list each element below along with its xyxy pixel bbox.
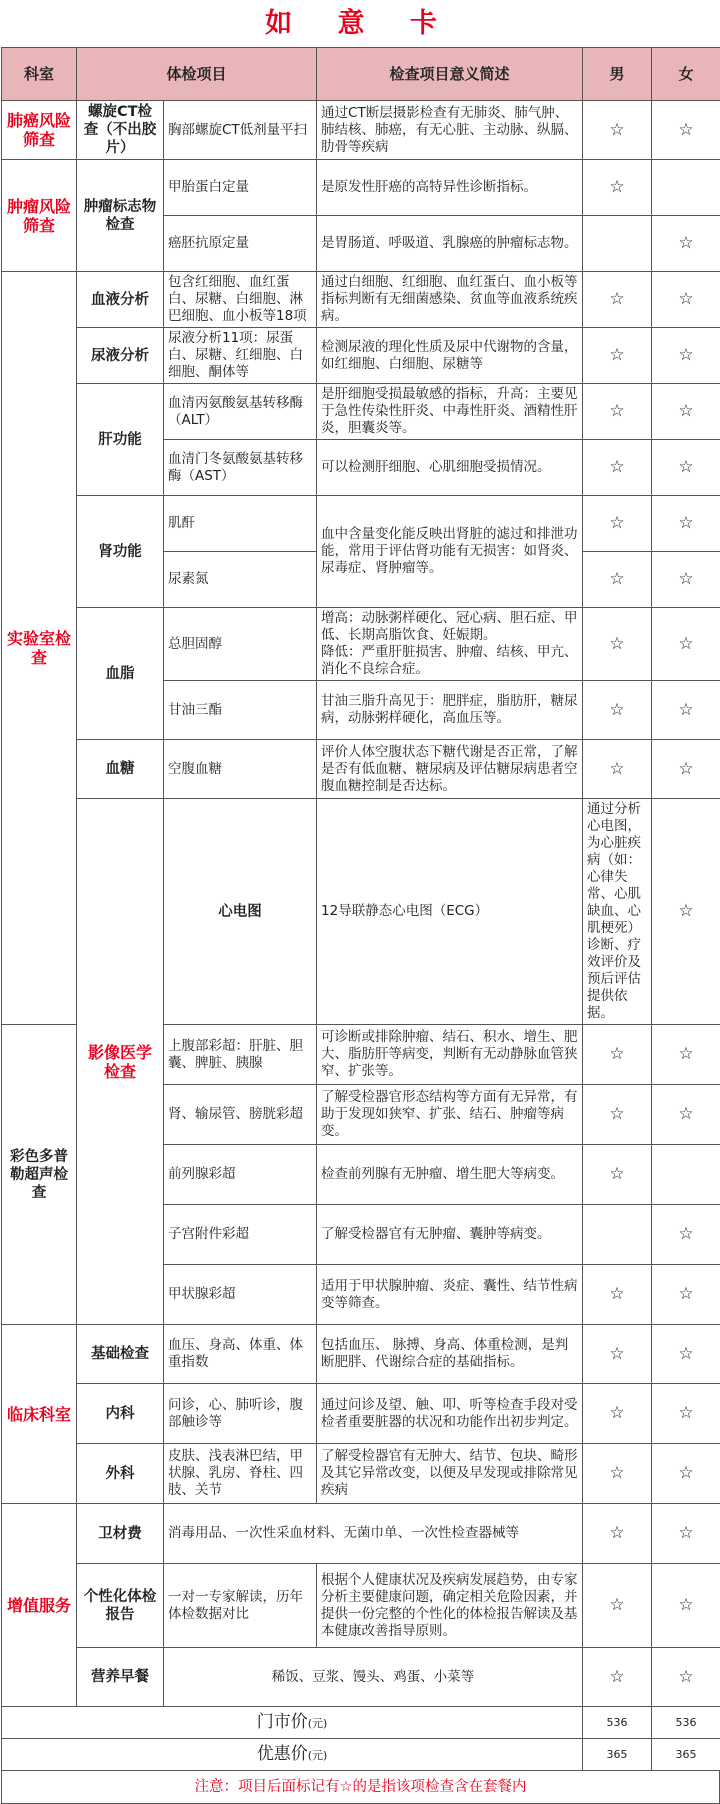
discount-price-label — [2, 1739, 583, 1771]
item-description: 是肝细胞受损最敏感的指标，升高：主要见于急性传染性肝炎、中毒性肝炎、酒精性肝炎，胆囊炎等。 — [317, 384, 583, 440]
sub-item: 尿液分析11项：尿蛋白、尿糖、红细胞、白细胞、酮体等 — [164, 328, 317, 384]
checkup-table — [1, 47, 720, 1771]
price-row-discount — [2, 1739, 720, 1771]
female-empty — [652, 1145, 720, 1205]
item-urine: 尿液分析 — [77, 328, 164, 384]
discount-price-male: 365 — [583, 1739, 652, 1771]
male-star: ☆ — [652, 799, 720, 1025]
footer-note: 注意：项目后面标记有☆的是指该项检查含在套餐内 — [1, 1771, 720, 1804]
sub-item: 子宫附件彩超 — [164, 1205, 317, 1265]
female-star: ☆ — [652, 1325, 720, 1384]
sub-item: 一对一专家解读，历年体检数据对比 — [164, 1564, 317, 1648]
sub-item: 肾、输尿管、膀胱彩超 — [164, 1085, 317, 1145]
item-lipid: 血脂 — [77, 608, 164, 740]
item-description: 通过CT断层摄影检查有无肺炎、肺气肿、肺结核、肺癌，有无心脏、主动脉、纵膈、肋骨等疾病 — [317, 101, 583, 160]
table-row — [2, 1444, 720, 1504]
female-star: ☆ — [652, 1025, 720, 1085]
male-empty — [583, 1205, 652, 1265]
item-description: 可诊断或排除肿瘤、结石、积水、增生、肥大、脂肪肝等病变，判断有无动静脉血管狭窄、扩张等。 — [317, 1025, 583, 1085]
female-star: ☆ — [652, 1085, 720, 1145]
item-description: 通过分析心电图，为心脏疾病（如：心律失常、心肌缺血、心肌梗死）诊断、疗效评价及预后评估提供依据。 — [583, 799, 652, 1025]
item-description: 了解受检器官有无肿瘤、囊肿等病变。 — [317, 1205, 583, 1265]
item-description: 了解受检器官有无肿大、结节、包块、畸形及其它异常改变，以便及早发现或排除常见疾病 — [317, 1444, 583, 1504]
male-empty — [583, 216, 652, 272]
sub-item: 皮肤、浅表淋巴结，甲状腺、乳房、脊柱、四肢、关节 — [164, 1444, 317, 1504]
sub-item: 血压、身高、体重、体重指数 — [164, 1325, 317, 1384]
sub-item: 胸部螺旋CT低剂量平扫 — [164, 101, 317, 160]
item-description: 通过白细胞、红细胞、血红蛋白、血小板等指标判断有无细菌感染、贫血等血液系统疾病。 — [317, 272, 583, 328]
sub-item: 血清丙氨酸氨基转移酶（ALT） — [164, 384, 317, 440]
item-description: 了解受检器官形态结构等方面有无异常，有助于发现如狭窄、扩张、结石、肿瘤等病变。 — [317, 1085, 583, 1145]
female-star: ☆ — [652, 101, 720, 160]
market-price-female: 536 — [652, 1707, 720, 1739]
discount-price-female: 365 — [652, 1739, 720, 1771]
price-row-market — [2, 1707, 720, 1739]
table-row — [2, 1325, 720, 1384]
male-star: ☆ — [583, 1648, 652, 1707]
dept-clinical: 临床科室 — [2, 1325, 77, 1504]
male-star: ☆ — [583, 101, 652, 160]
item-description: 通过问诊及望、触、叩、听等检查手段对受检者重要脏器的状况和功能作出初步判定。 — [317, 1384, 583, 1444]
sub-item: 癌胚抗原定量 — [164, 216, 317, 272]
market-price-label — [2, 1707, 583, 1739]
male-star: ☆ — [583, 1384, 652, 1444]
sub-item: 甘油三酯 — [164, 681, 317, 740]
male-star: ☆ — [583, 1265, 652, 1325]
table-row — [2, 740, 720, 799]
item-internal: 内科 — [77, 1384, 164, 1444]
female-star: ☆ — [652, 681, 720, 740]
item-description: 评价人体空腹状态下糖代谢是否正常，了解是否有低血糖、糖尿病及评估糖尿病患者空腹血糖控制是否达标。 — [317, 740, 583, 799]
sub-item: 尿素氮 — [164, 552, 317, 608]
table-row — [2, 1384, 720, 1444]
item-supplies: 卫材费 — [77, 1504, 164, 1564]
item-tumor-markers: 肿瘤标志物检查 — [77, 160, 164, 272]
dept-imaging: 影像医学检查 — [77, 799, 164, 1325]
male-star: ☆ — [583, 1564, 652, 1648]
table-row — [2, 1504, 720, 1564]
sub-item: 肌酐 — [164, 496, 317, 552]
female-star: ☆ — [652, 552, 720, 608]
table-row — [2, 160, 720, 216]
item-blood: 血液分析 — [77, 272, 164, 328]
item-spiral-ct: 螺旋CT检查（不出胶片） — [77, 101, 164, 160]
discount-price-unit: (元) — [308, 1749, 328, 1762]
item-description: 是胃肠道、呼吸道、乳腺癌的肿瘤标志物。 — [317, 216, 583, 272]
male-star: ☆ — [583, 681, 652, 740]
item-ecg: 心电图 — [164, 799, 317, 1025]
item-description: 血中含量变化能反映出肾脏的滤过和排泄功能，常用于评估肾功能有无损害：如肾炎、尿毒症、肾肿瘤等。 — [317, 496, 583, 608]
female-star: ☆ — [652, 496, 720, 552]
item-description: 甘油三脂升高见于：肥胖症，脂肪肝，糖尿病，动脉粥样硬化，高血压等。 — [317, 681, 583, 740]
sub-item: 甲状腺彩超 — [164, 1265, 317, 1325]
table-row — [2, 101, 720, 160]
male-star: ☆ — [583, 1504, 652, 1564]
female-star: ☆ — [652, 1205, 720, 1265]
male-star: ☆ — [583, 440, 652, 496]
female-star: ☆ — [652, 1504, 720, 1564]
female-star: ☆ — [652, 328, 720, 384]
table-row — [2, 384, 720, 440]
dept-lung-cancer: 肺癌风险筛查 — [2, 101, 77, 160]
item-report: 个性化体检报告 — [77, 1564, 164, 1648]
header-male: 男 — [583, 48, 652, 101]
sub-item: 问诊，心、肺听诊，腹部触诊等 — [164, 1384, 317, 1444]
header-female: 女 — [652, 48, 720, 101]
female-star: ☆ — [652, 1564, 720, 1648]
male-star: ☆ — [583, 328, 652, 384]
female-star: ☆ — [652, 608, 720, 681]
male-star: ☆ — [583, 160, 652, 216]
male-star: ☆ — [583, 384, 652, 440]
item-description: 是原发性肝癌的高特异性诊断指标。 — [317, 160, 583, 216]
item-description: 根据个人健康状况及疾病发展趋势，由专家分析主要健康问题，确定相关危险因素，并提供一份完整的个性化的体检报告解读及基本健康改善指导原则。 — [317, 1564, 583, 1648]
header-item: 体检项目 — [77, 48, 317, 101]
dept-lab: 实验室检查 — [2, 272, 77, 1025]
sub-item: 上腹部彩超：肝脏、胆囊、脾脏、胰腺 — [164, 1025, 317, 1085]
item-description: 适用于甲状腺肿瘤、炎症、囊性、结节性病变等筛查。 — [317, 1265, 583, 1325]
table-row — [2, 608, 720, 681]
table-row — [2, 799, 720, 1025]
dept-value-added: 增值服务 — [2, 1504, 77, 1707]
market-price-unit: (元) — [308, 1717, 328, 1730]
item-kidney: 肾功能 — [77, 496, 164, 608]
sub-item: 血清门冬氨酸氨基转移酶（AST） — [164, 440, 317, 496]
female-star: ☆ — [652, 1444, 720, 1504]
sub-item: 甲胎蛋白定量 — [164, 160, 317, 216]
sub-item: 稀饭、豆浆、馒头、鸡蛋、小菜等 — [164, 1648, 583, 1707]
sub-item: 前列腺彩超 — [164, 1145, 317, 1205]
male-star: ☆ — [583, 272, 652, 328]
female-star: ☆ — [652, 1384, 720, 1444]
card-title: 如 意 卡 — [0, 0, 720, 47]
female-star: ☆ — [652, 216, 720, 272]
item-basic: 基础检查 — [77, 1325, 164, 1384]
male-star: ☆ — [583, 552, 652, 608]
item-description: 检测尿液的理化性质及尿中代谢物的含量，如红细胞、白细胞、尿糖等 — [317, 328, 583, 384]
table-row — [2, 1564, 720, 1648]
header-dept: 科室 — [2, 48, 77, 101]
male-star: ☆ — [583, 1025, 652, 1085]
male-star: ☆ — [583, 1325, 652, 1384]
item-surgery: 外科 — [77, 1444, 164, 1504]
dept-tumor: 肿瘤风险筛查 — [2, 160, 77, 272]
female-star: ☆ — [652, 740, 720, 799]
item-description: 增高：动脉粥样硬化、冠心病、胆石症、甲低、长期高脂饮食、妊娠期。 降低：严重肝脏损害、肿瘤、结核、甲亢、消化不良综合症。 — [317, 608, 583, 681]
male-star: ☆ — [583, 1145, 652, 1205]
sub-item: 总胆固醇 — [164, 608, 317, 681]
item-description: 检查前列腺有无肿瘤、增生肥大等病变。 — [317, 1145, 583, 1205]
sub-item: 消毒用品、一次性采血材料、无菌巾单、一次性检查器械等 — [164, 1504, 583, 1564]
male-star: ☆ — [583, 608, 652, 681]
header-desc: 检查项目意义简述 — [317, 48, 583, 101]
table-header — [2, 48, 720, 101]
female-star: ☆ — [652, 1648, 720, 1707]
female-star: ☆ — [652, 440, 720, 496]
male-star: ☆ — [583, 740, 652, 799]
table-row — [2, 496, 720, 552]
item-ultrasound: 彩色多普勒超声检查 — [2, 1025, 77, 1325]
table-row — [2, 272, 720, 328]
market-price-male: 536 — [583, 1707, 652, 1739]
male-star: ☆ — [583, 496, 652, 552]
item-breakfast: 营养早餐 — [77, 1648, 164, 1707]
sub-item: 包含红细胞、血红蛋白、尿糖、白细胞、淋巴细胞、血小板等18项 — [164, 272, 317, 328]
item-description: 包括血压、 脉搏、身高、体重检测，是判断肥胖、代谢综合症的基础指标。 — [317, 1325, 583, 1384]
sub-item: 空腹血糖 — [164, 740, 317, 799]
female-star: ☆ — [652, 272, 720, 328]
female-star: ☆ — [652, 1265, 720, 1325]
female-empty — [652, 160, 720, 216]
table-row — [2, 328, 720, 384]
market-price-text: 门市价 — [257, 1712, 308, 1732]
table-row — [2, 1648, 720, 1707]
item-blood-sugar: 血糖 — [77, 740, 164, 799]
item-description: 可以检测肝细胞、心肌细胞受损情况。 — [317, 440, 583, 496]
item-liver: 肝功能 — [77, 384, 164, 496]
male-star: ☆ — [583, 1444, 652, 1504]
female-star: ☆ — [652, 384, 720, 440]
male-star: ☆ — [583, 1085, 652, 1145]
sub-item: 12导联静态心电图（ECG） — [317, 799, 583, 1025]
discount-price-text: 优惠价 — [257, 1744, 308, 1764]
